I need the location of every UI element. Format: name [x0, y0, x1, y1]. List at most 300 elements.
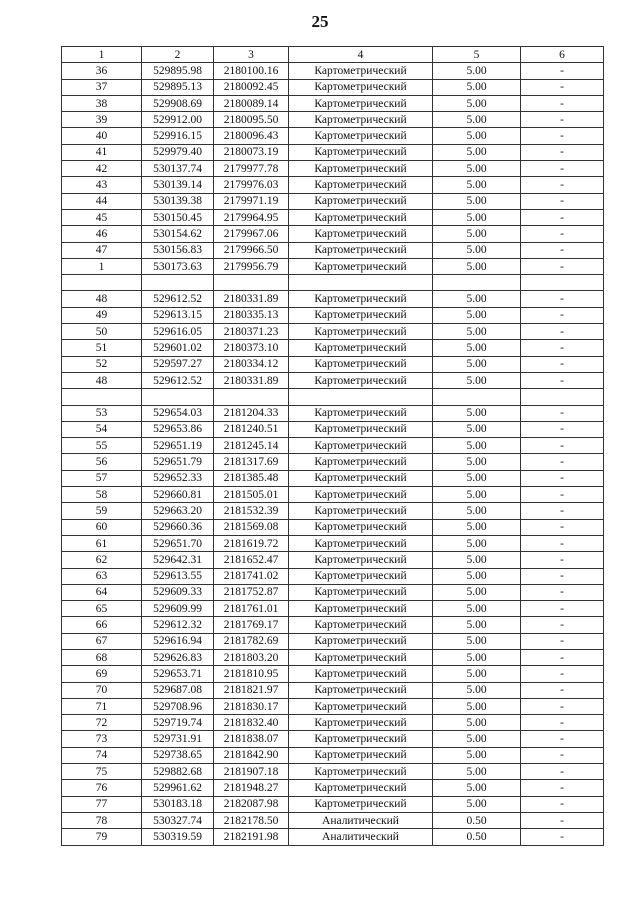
cell-y: 2181752.87	[214, 584, 289, 600]
cell-accuracy: 5.00	[433, 519, 521, 535]
cell-point-number: 51	[62, 340, 142, 356]
cell-y: 2180096.43	[214, 128, 289, 144]
cell-point-number: 45	[62, 209, 142, 225]
cell-method: Картометрический	[289, 128, 433, 144]
cell-x: 529626.83	[142, 649, 214, 665]
cell-method: Картометрический	[289, 63, 433, 79]
cell-note: -	[521, 95, 604, 111]
cell-x: 529613.15	[142, 307, 214, 323]
cell-accuracy: 5.00	[433, 372, 521, 388]
cell-method: Картометрический	[289, 503, 433, 519]
table-row	[62, 764, 604, 780]
cell-note: -	[521, 796, 604, 812]
table-row	[62, 438, 604, 454]
table-row	[62, 601, 604, 617]
cell-accuracy	[433, 275, 521, 291]
cell-point-number: 48	[62, 372, 142, 388]
cell-accuracy: 0.50	[433, 829, 521, 845]
cell-note: -	[521, 731, 604, 747]
cell-x: 530150.45	[142, 209, 214, 225]
cell-method: Аналитический	[289, 829, 433, 845]
cell-note: -	[521, 568, 604, 584]
cell-method: Картометрический	[289, 356, 433, 372]
cell-x: 530154.62	[142, 226, 214, 242]
cell-method: Картометрический	[289, 209, 433, 225]
cell-method: Картометрический	[289, 421, 433, 437]
cell-point-number: 72	[62, 715, 142, 731]
cell-note: -	[521, 601, 604, 617]
cell-point-number: 48	[62, 291, 142, 307]
cell-note	[521, 275, 604, 291]
cell-point-number: 60	[62, 519, 142, 535]
cell-method: Картометрический	[289, 796, 433, 812]
cell-accuracy: 5.00	[433, 764, 521, 780]
cell-accuracy: 5.00	[433, 193, 521, 209]
cell-method: Картометрический	[289, 95, 433, 111]
cell-x: 529597.27	[142, 356, 214, 372]
cell-accuracy: 5.00	[433, 144, 521, 160]
cell-point-number: 52	[62, 356, 142, 372]
cell-y: 2181842.90	[214, 747, 289, 763]
cell-point-number: 66	[62, 617, 142, 633]
cell-accuracy: 5.00	[433, 438, 521, 454]
cell-method: Картометрический	[289, 258, 433, 274]
table-row	[62, 470, 604, 486]
cell-x: 529738.65	[142, 747, 214, 763]
cell-note: -	[521, 226, 604, 242]
cell-point-number: 76	[62, 780, 142, 796]
cell-point-number: 69	[62, 666, 142, 682]
cell-method: Картометрический	[289, 307, 433, 323]
cell-method: Картометрический	[289, 291, 433, 307]
cell-note: -	[521, 682, 604, 698]
cell-y: 2179971.19	[214, 193, 289, 209]
cell-accuracy: 5.00	[433, 715, 521, 731]
cell-point-number: 54	[62, 421, 142, 437]
cell-point-number: 78	[62, 812, 142, 828]
cell-method: Картометрический	[289, 372, 433, 388]
cell-note: -	[521, 617, 604, 633]
cell-x: 530139.38	[142, 193, 214, 209]
table-row	[62, 161, 604, 177]
cell-note: -	[521, 307, 604, 323]
cell-point-number: 37	[62, 79, 142, 95]
cell-accuracy: 5.00	[433, 307, 521, 323]
cell-accuracy: 5.00	[433, 731, 521, 747]
cell-note: -	[521, 829, 604, 845]
table-row	[62, 258, 604, 274]
cell-note: -	[521, 258, 604, 274]
cell-y: 2181245.14	[214, 438, 289, 454]
table-row	[62, 503, 604, 519]
cell-point-number: 73	[62, 731, 142, 747]
table-row	[62, 144, 604, 160]
cell-x: 529616.94	[142, 633, 214, 649]
cell-point-number: 39	[62, 112, 142, 128]
cell-note: -	[521, 584, 604, 600]
table-row	[62, 715, 604, 731]
cell-y: 2180089.14	[214, 95, 289, 111]
cell-accuracy: 5.00	[433, 552, 521, 568]
cell-method: Картометрический	[289, 470, 433, 486]
cell-point-number: 74	[62, 747, 142, 763]
cell-point-number: 71	[62, 698, 142, 714]
cell-accuracy: 5.00	[433, 291, 521, 307]
cell-note: -	[521, 340, 604, 356]
cell-method: Картометрический	[289, 568, 433, 584]
cell-y: 2180100.16	[214, 63, 289, 79]
cell-y: 2180092.45	[214, 79, 289, 95]
cell-note: -	[521, 812, 604, 828]
cell-x: 530183.18	[142, 796, 214, 812]
cell-y: 2180373.10	[214, 340, 289, 356]
cell-method: Картометрический	[289, 438, 433, 454]
cell-y: 2181782.69	[214, 633, 289, 649]
cell-y: 2181803.20	[214, 649, 289, 665]
table-row	[62, 568, 604, 584]
cell-x: 529642.31	[142, 552, 214, 568]
cell-x: 529660.81	[142, 487, 214, 503]
table-row	[62, 128, 604, 144]
cell-x: 529609.33	[142, 584, 214, 600]
cell-y: 2182191.98	[214, 829, 289, 845]
cell-point-number: 68	[62, 649, 142, 665]
cell-y: 2179977.78	[214, 161, 289, 177]
cell-method: Картометрический	[289, 584, 433, 600]
cell-method: Картометрический	[289, 649, 433, 665]
cell-y: 2180371.23	[214, 324, 289, 340]
cell-x: 530139.14	[142, 177, 214, 193]
cell-y	[214, 389, 289, 405]
cell-x: 529895.98	[142, 63, 214, 79]
cell-accuracy: 5.00	[433, 698, 521, 714]
cell-x: 529979.40	[142, 144, 214, 160]
cell-accuracy: 5.00	[433, 79, 521, 95]
cell-x: 529882.68	[142, 764, 214, 780]
cell-x: 529651.79	[142, 454, 214, 470]
cell-note	[521, 389, 604, 405]
cell-method: Картометрический	[289, 666, 433, 682]
cell-method: Картометрический	[289, 242, 433, 258]
cell-x	[142, 389, 214, 405]
table-row	[62, 829, 604, 845]
cell-note: -	[521, 128, 604, 144]
cell-note: -	[521, 177, 604, 193]
table-row	[62, 617, 604, 633]
cell-note: -	[521, 715, 604, 731]
header-cell-method: 4	[289, 47, 433, 63]
cell-method: Картометрический	[289, 487, 433, 503]
cell-accuracy: 5.00	[433, 226, 521, 242]
cell-point-number: 67	[62, 633, 142, 649]
table-row	[62, 731, 604, 747]
cell-accuracy: 5.00	[433, 780, 521, 796]
cell-y: 2180331.89	[214, 291, 289, 307]
table-row	[62, 698, 604, 714]
table-row	[62, 209, 604, 225]
cell-y	[214, 275, 289, 291]
cell-note: -	[521, 503, 604, 519]
cell-y: 2181317.69	[214, 454, 289, 470]
cell-y: 2181240.51	[214, 421, 289, 437]
cell-accuracy: 5.00	[433, 796, 521, 812]
cell-point-number: 62	[62, 552, 142, 568]
cell-note: -	[521, 438, 604, 454]
cell-x: 529663.20	[142, 503, 214, 519]
cell-note: -	[521, 747, 604, 763]
cell-point-number: 42	[62, 161, 142, 177]
header-cell-y: 3	[214, 47, 289, 63]
cell-method: Картометрический	[289, 731, 433, 747]
cell-point-number: 44	[62, 193, 142, 209]
header-cell-x: 2	[142, 47, 214, 63]
cell-note: -	[521, 79, 604, 95]
cell-x: 530137.74	[142, 161, 214, 177]
cell-x: 530327.74	[142, 812, 214, 828]
cell-note: -	[521, 291, 604, 307]
cell-y: 2179956.79	[214, 258, 289, 274]
table-body	[62, 63, 604, 845]
cell-method: Картометрический	[289, 112, 433, 128]
table-row	[62, 633, 604, 649]
cell-accuracy: 5.00	[433, 242, 521, 258]
cell-point-number: 64	[62, 584, 142, 600]
cell-x: 529612.32	[142, 617, 214, 633]
cell-note: -	[521, 161, 604, 177]
cell-y: 2181761.01	[214, 601, 289, 617]
cell-accuracy: 5.00	[433, 487, 521, 503]
header-row	[62, 47, 604, 63]
cell-accuracy: 5.00	[433, 470, 521, 486]
cell-note: -	[521, 519, 604, 535]
table-header	[62, 47, 604, 63]
table-row	[62, 242, 604, 258]
cell-x: 529719.74	[142, 715, 214, 731]
cell-x: 529653.86	[142, 421, 214, 437]
table-row-separator	[62, 275, 604, 291]
page-number: 25	[311, 12, 329, 31]
table-row	[62, 780, 604, 796]
cell-x	[142, 275, 214, 291]
cell-method: Картометрический	[289, 764, 433, 780]
cell-x: 529612.52	[142, 291, 214, 307]
cell-accuracy: 5.00	[433, 633, 521, 649]
table-row	[62, 812, 604, 828]
table-row	[62, 535, 604, 551]
cell-accuracy: 5.00	[433, 747, 521, 763]
cell-note: -	[521, 193, 604, 209]
cell-x: 529616.05	[142, 324, 214, 340]
cell-x: 529613.55	[142, 568, 214, 584]
cell-point-number: 38	[62, 95, 142, 111]
table-row	[62, 356, 604, 372]
cell-point-number: 70	[62, 682, 142, 698]
table-row	[62, 552, 604, 568]
cell-point-number: 79	[62, 829, 142, 845]
cell-method: Картометрический	[289, 617, 433, 633]
cell-y: 2180073.19	[214, 144, 289, 160]
table-row	[62, 226, 604, 242]
cell-accuracy: 5.00	[433, 682, 521, 698]
cell-x: 530173.63	[142, 258, 214, 274]
cell-x: 529916.15	[142, 128, 214, 144]
cell-x: 529660.36	[142, 519, 214, 535]
cell-accuracy	[433, 389, 521, 405]
cell-note: -	[521, 487, 604, 503]
cell-accuracy: 5.00	[433, 503, 521, 519]
cell-method: Картометрический	[289, 715, 433, 731]
cell-note: -	[521, 780, 604, 796]
cell-method: Картометрический	[289, 193, 433, 209]
cell-y: 2181741.02	[214, 568, 289, 584]
cell-method: Картометрический	[289, 161, 433, 177]
cell-x: 530156.83	[142, 242, 214, 258]
cell-point-number: 1	[62, 258, 142, 274]
cell-accuracy: 5.00	[433, 601, 521, 617]
cell-note: -	[521, 666, 604, 682]
cell-point-number: 40	[62, 128, 142, 144]
cell-x: 529654.03	[142, 405, 214, 421]
cell-method: Картометрический	[289, 747, 433, 763]
cell-accuracy: 5.00	[433, 112, 521, 128]
cell-note: -	[521, 63, 604, 79]
table-row	[62, 584, 604, 600]
table-row	[62, 421, 604, 437]
table-row	[62, 79, 604, 95]
table-row	[62, 95, 604, 111]
cell-point-number: 75	[62, 764, 142, 780]
cell-point-number: 59	[62, 503, 142, 519]
cell-x: 529908.69	[142, 95, 214, 111]
coordinates-table	[61, 46, 604, 846]
cell-note: -	[521, 764, 604, 780]
table-row	[62, 340, 604, 356]
table-row	[62, 63, 604, 79]
table-row	[62, 291, 604, 307]
table-row	[62, 649, 604, 665]
cell-point-number: 36	[62, 63, 142, 79]
cell-point-number: 77	[62, 796, 142, 812]
cell-point-number	[62, 275, 142, 291]
table-row	[62, 666, 604, 682]
cell-x: 529651.70	[142, 535, 214, 551]
table-row	[62, 454, 604, 470]
cell-y: 2179967.06	[214, 226, 289, 242]
cell-accuracy: 5.00	[433, 95, 521, 111]
cell-y: 2180095.50	[214, 112, 289, 128]
cell-note: -	[521, 552, 604, 568]
cell-y: 2181948.27	[214, 780, 289, 796]
cell-method: Картометрический	[289, 324, 433, 340]
cell-y: 2181769.17	[214, 617, 289, 633]
cell-note: -	[521, 324, 604, 340]
cell-x: 529609.99	[142, 601, 214, 617]
cell-y: 2181838.07	[214, 731, 289, 747]
cell-accuracy: 5.00	[433, 617, 521, 633]
cell-point-number: 41	[62, 144, 142, 160]
cell-y: 2181810.95	[214, 666, 289, 682]
cell-note: -	[521, 698, 604, 714]
cell-method: Картометрический	[289, 519, 433, 535]
cell-accuracy: 5.00	[433, 340, 521, 356]
cell-y: 2180334.12	[214, 356, 289, 372]
cell-y: 2179964.95	[214, 209, 289, 225]
cell-x: 529651.19	[142, 438, 214, 454]
cell-note: -	[521, 454, 604, 470]
cell-accuracy: 5.00	[433, 666, 521, 682]
cell-method: Картометрический	[289, 144, 433, 160]
cell-accuracy: 5.00	[433, 649, 521, 665]
cell-y: 2182178.50	[214, 812, 289, 828]
cell-accuracy: 5.00	[433, 324, 521, 340]
cell-y: 2181652.47	[214, 552, 289, 568]
cell-point-number	[62, 389, 142, 405]
table-row	[62, 682, 604, 698]
cell-y: 2181532.39	[214, 503, 289, 519]
cell-y: 2181619.72	[214, 535, 289, 551]
cell-method: Картометрический	[289, 780, 433, 796]
cell-y: 2182087.98	[214, 796, 289, 812]
table-row	[62, 372, 604, 388]
table-row	[62, 307, 604, 323]
cell-note: -	[521, 470, 604, 486]
cell-x: 529731.91	[142, 731, 214, 747]
cell-method: Аналитический	[289, 812, 433, 828]
cell-accuracy: 5.00	[433, 421, 521, 437]
cell-accuracy: 5.00	[433, 258, 521, 274]
cell-point-number: 43	[62, 177, 142, 193]
cell-accuracy: 5.00	[433, 209, 521, 225]
header-cell-accuracy: 5	[433, 47, 521, 63]
cell-point-number: 61	[62, 535, 142, 551]
cell-method: Картометрический	[289, 177, 433, 193]
header-cell-point-number: 1	[62, 47, 142, 63]
cell-x: 529961.62	[142, 780, 214, 796]
cell-accuracy: 5.00	[433, 63, 521, 79]
cell-y: 2181830.17	[214, 698, 289, 714]
cell-x: 529612.52	[142, 372, 214, 388]
cell-accuracy: 5.00	[433, 584, 521, 600]
table-row	[62, 747, 604, 763]
table-row	[62, 796, 604, 812]
cell-note: -	[521, 242, 604, 258]
cell-accuracy: 5.00	[433, 535, 521, 551]
cell-method	[289, 389, 433, 405]
cell-method: Картометрический	[289, 552, 433, 568]
cell-x: 529708.96	[142, 698, 214, 714]
cell-accuracy: 5.00	[433, 128, 521, 144]
cell-method: Картометрический	[289, 340, 433, 356]
cell-point-number: 55	[62, 438, 142, 454]
cell-y: 2181821.97	[214, 682, 289, 698]
cell-note: -	[521, 535, 604, 551]
cell-note: -	[521, 633, 604, 649]
cell-x: 529895.13	[142, 79, 214, 95]
cell-accuracy: 0.50	[433, 812, 521, 828]
cell-method: Картометрический	[289, 405, 433, 421]
cell-point-number: 63	[62, 568, 142, 584]
table-row	[62, 487, 604, 503]
cell-method: Картометрический	[289, 454, 433, 470]
cell-method: Картометрический	[289, 601, 433, 617]
cell-note: -	[521, 209, 604, 225]
table-row	[62, 193, 604, 209]
cell-y: 2181204.33	[214, 405, 289, 421]
table-row	[62, 177, 604, 193]
cell-point-number: 57	[62, 470, 142, 486]
cell-x: 529652.33	[142, 470, 214, 486]
cell-y: 2181832.40	[214, 715, 289, 731]
